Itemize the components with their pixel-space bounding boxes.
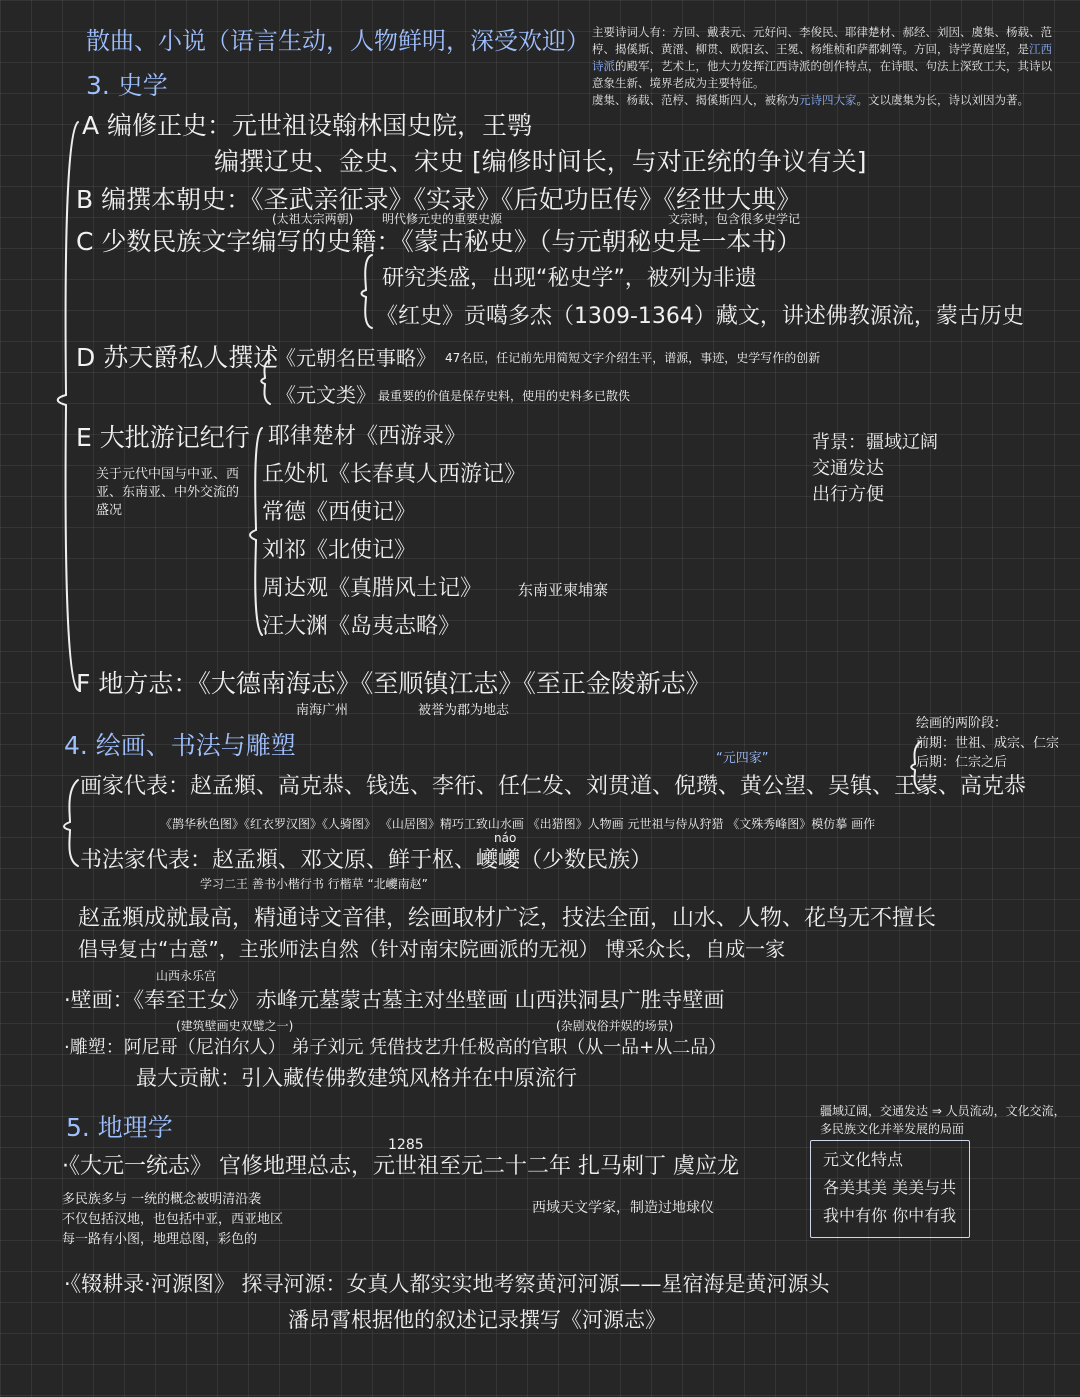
history-c-sub2: 《红史》贡噶多杰（1309-1364）藏文，讲述佛教源流，蒙古历史 [376, 304, 1024, 329]
travelogue-item: 耶律楚材《西游录》 [268, 424, 467, 449]
history-c: C 少数民族文字编写的史籍：《蒙古秘史》（与元朝秘史是一本书） [76, 227, 802, 256]
geo-xiyu: 西域天文学家，制造过地球仪 [532, 1200, 714, 1216]
history-brace [58, 122, 78, 690]
geo-heyuan: ·《辍耕录·河源图》 探寻河源：女真人都实实地考察黄河河源——星宿海是黄河源头 [64, 1272, 830, 1296]
e-brace [250, 428, 262, 635]
history-b: B 编撰本朝史：《圣武亲征录》《实录》《后妃功臣传》《经世大典》 [76, 185, 802, 214]
history-f-note1: 南海广州 [296, 703, 349, 718]
history-e-zhenla-note: 东南亚柬埔寨 [518, 581, 609, 599]
art-sculpture-2: 最大贡献：引入藏传佛教建筑风格并在中原流行 [136, 1066, 577, 1090]
art-calligraphers: 书法家代表：赵孟頫、邓文原、鲜于枢、巙巙（少数民族） [80, 848, 653, 873]
poets-line3b: 元诗四大家 [799, 93, 857, 107]
art-mural-note1: 山西永乐宫 [156, 969, 217, 983]
art-sculpture: ·雕塑：阿尼哥（尼泊尔人） 弟子刘元 凭借技艺升任极高的官职（从一品+从二品） [64, 1037, 727, 1058]
history-e-note: 关于元代中国与中亚、西亚、东南亚、中外交流的盛况 [96, 467, 240, 519]
art-zhao-1: 赵孟頫成就最高，精通诗文音律，绘画取材广泛，技法全面，山水、人物、花鸟无不擅长 [78, 906, 937, 931]
page-title: 散曲、小说（语言生动，人物鲜明，深受欢迎） [86, 27, 590, 55]
geo-dayuan-notes: 多民族多与 一统的概念被明清沿袭 不仅包括汉地，也包括中亚，西亚地区 每一路有小图，地理总图，彩色的 [62, 1192, 284, 1248]
history-f: F 地方志：《大德南海志》《至顺镇江志》《至正金陵新志》 [76, 669, 711, 698]
history-b-note2: 明代修元史的重要史源 [382, 212, 503, 226]
history-e: E 大批游记纪行 [76, 423, 250, 452]
culture-box-line: 各美其美 美美与共 [823, 1178, 957, 1197]
art-yuan-sijia: “元四家” [716, 751, 769, 766]
geo-heyuan-2: 潘昂霄根据他的叙述记录撰写《河源志》 [288, 1308, 666, 1332]
history-d: D 苏天爵私人撰述 [76, 343, 279, 372]
history-b-note1: (太祖太宗两朝) [272, 212, 354, 226]
history-d-item1: 《元朝名臣事略》 [276, 346, 436, 370]
history-d-item1-note: 47名臣，任记前先用简短文字介绍生平，谱源，事迹，史学写作的创新 [445, 351, 821, 365]
travelogue-item: 常德《西使记》 [262, 500, 417, 525]
history-e-background: 背景：疆域辽阔 交通发达 出行方便 [812, 432, 938, 506]
art-calligraphers-note: 学习二王 善书小楷行书 行楷草 “北巙南赵” [200, 877, 428, 891]
art-painters-note: 《鹊华秋色图》《红衣罗汉图》《人骑图》 《山居图》精巧工致山水画 《出猎图》人物画 元世祖与侍从狩猎 《文殊秀峰图》模仿摹 画作 [160, 817, 876, 831]
history-heading: 3. 史学 [86, 71, 168, 100]
c-brace [362, 255, 373, 328]
art-mural: ·壁画：《奉至王女》 赤峰元墓蒙古墓主对坐壁画 山西洪洞县广胜寺壁画 [64, 988, 725, 1012]
geo-box-top: 疆域辽阔，交通发达 ⇒ 人员流动，文化交流，多民族文化并举发展的局面 [820, 1104, 1066, 1136]
history-b-note3: 文宗时，包含很多史学记 [668, 212, 801, 226]
art-painters: 画家代表：赵孟頫、高克恭、钱选、李衎、任仁发、刘贯道、倪瓒、黄公望、吴镇、王蒙、高克恭 [80, 774, 1027, 799]
culture-box-line: 我中有你 你中有我 [823, 1206, 957, 1225]
art-heading: 4. 绘画、书法与雕塑 [64, 731, 296, 760]
travelogue-item: 丘处机《长春真人西游记》 [262, 462, 527, 487]
culture-box [810, 1140, 970, 1238]
history-f-note2: 被誉为郡为地志 [418, 703, 510, 718]
poets-line1: 主要诗词人有：方回、戴表元、元好问、李俊民、耶律楚材、郝经、刘因、虞集、杨载、范梈、揭傒斯、黄溍、柳贯、欧阳玄、王冕、杨维桢和萨都剌等。方回，诗学黄庭坚，是 [592, 25, 1052, 56]
poets-note [592, 24, 1052, 109]
poets-line3a: 虞集、杨载、范梈、揭傒斯四人，被称为 [592, 93, 799, 107]
art-brace [64, 780, 78, 866]
history-a-detail: 编撰辽史、金史、宋史 [编修时间长，与对正统的争议有关] [214, 147, 867, 176]
art-zhao-2: 倡导复古“古意”，主张师法自然（针对南宋院画派的无视） 博采众长，自成一家 [78, 937, 786, 961]
geo-dayuan: ·《大元一统志》 官修地理总志，元世祖至元二十二年 扎马剌丁 虞应龙 [62, 1154, 739, 1179]
history-d-item2: 《元文类》 [276, 383, 376, 407]
art-mural-note3: (杂剧戏俗并娱的场景) [556, 1019, 674, 1033]
travelogue-item: 周达观《真腊风土记》 [262, 576, 483, 601]
art-two-periods: 绘画的两阶段： 前期：世祖、成宗、仁宗 后期：仁宗之后 [916, 716, 1060, 770]
poets-line3c: 。文以虞集为长，诗以刘因为著。 [856, 93, 1029, 107]
history-c-sub1: 研究类盛，出现“秘史学”，被列为非遗 [382, 266, 757, 291]
travelogue-item: 刘祁《北使记》 [262, 538, 417, 563]
history-d-item2-note: 最重要的价值是保存史料，使用的史料多已散佚 [378, 389, 631, 403]
art-mural-note2: (建筑壁画史双璧之一) [176, 1019, 294, 1033]
poets-line2: 的殿军，艺术上，他大力发挥江西诗派的创作特点，在诗眼、句法上深致工夫，其诗以意象生新、境界老成为主要特征。 [592, 59, 1052, 90]
history-a: A 编修正史：元世祖设翰林国史院，王鹗 [82, 111, 533, 140]
art-nao-pinyin: náo [494, 831, 517, 845]
geo-year: 1285 [388, 1137, 424, 1153]
geo-heading: 5. 地理学 [66, 1113, 173, 1142]
travelogue-item: 汪大渊《岛夷志略》 [262, 614, 461, 639]
culture-box-line: 元文化特点 [823, 1150, 904, 1169]
poets-highlight: 江西诗派 [592, 42, 1052, 73]
